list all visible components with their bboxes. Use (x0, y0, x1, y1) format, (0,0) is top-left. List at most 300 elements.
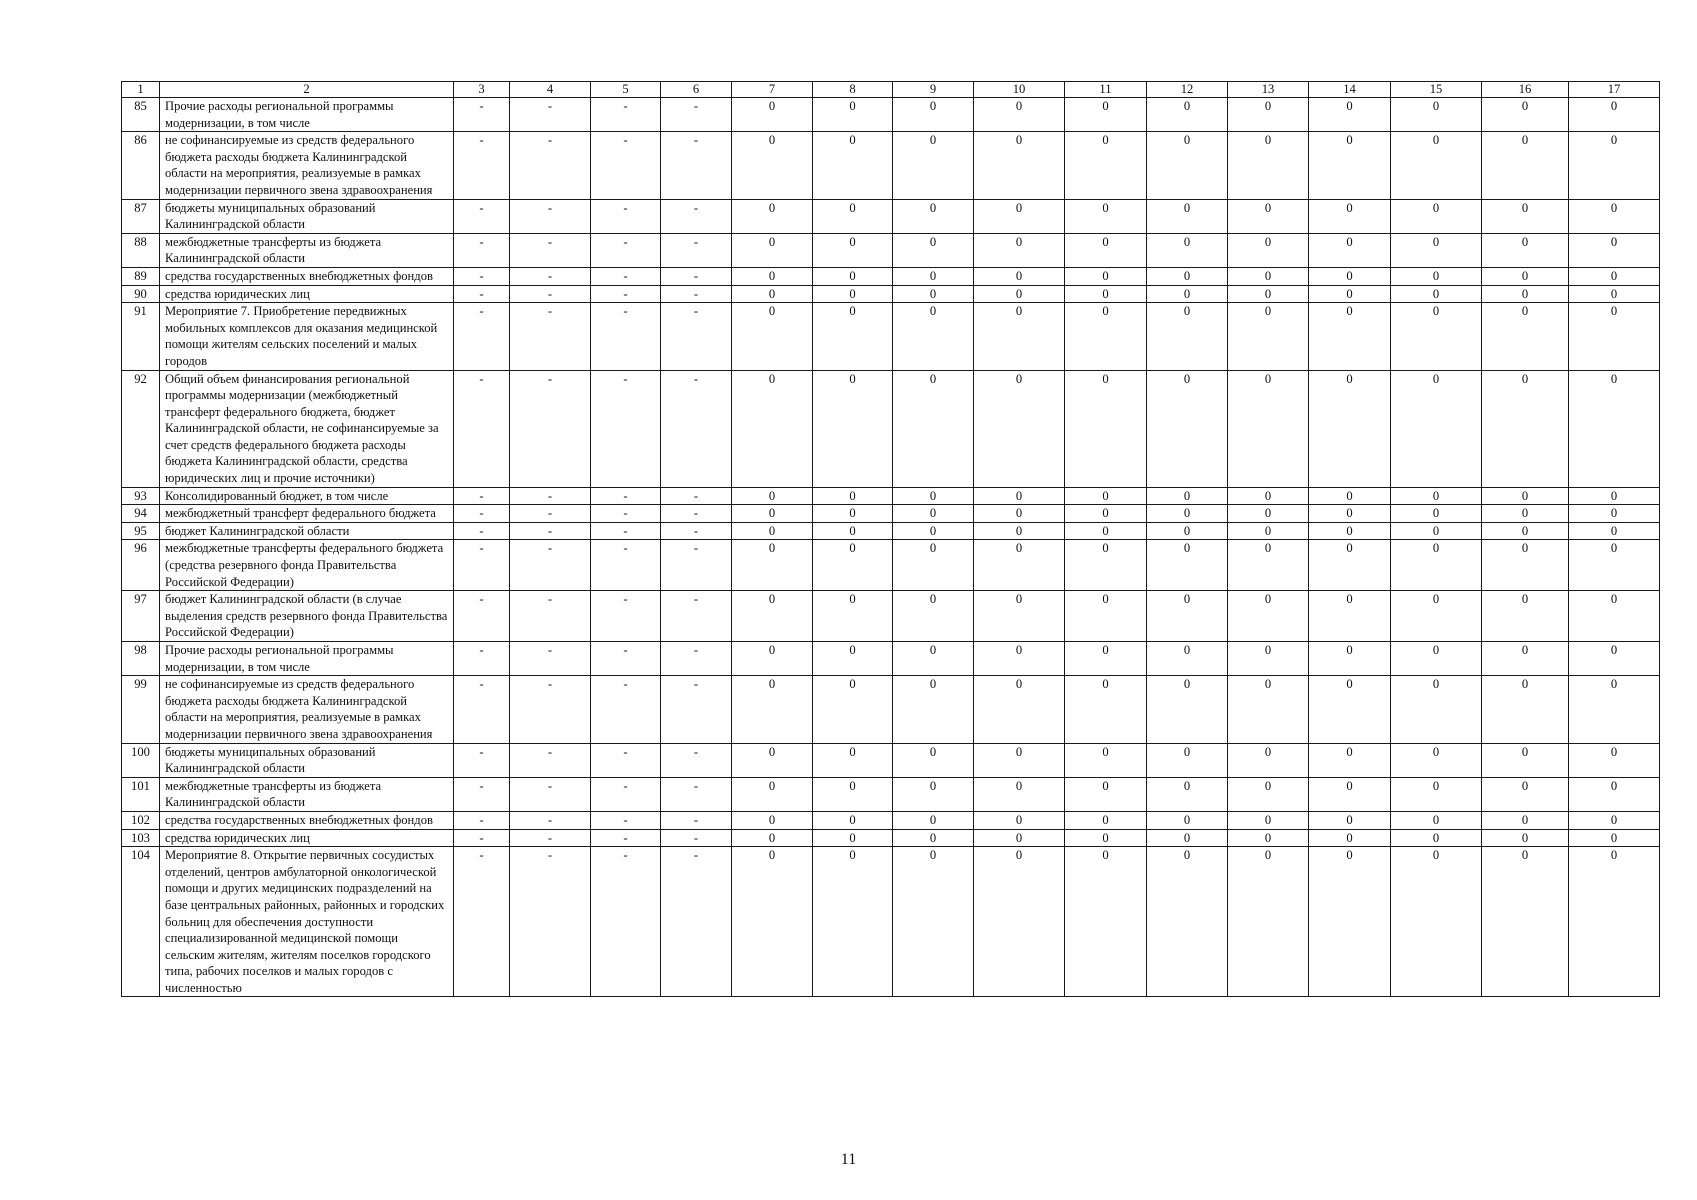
value-cell: - (661, 370, 732, 487)
value-cell: 0 (974, 847, 1065, 997)
value-cell: 0 (1391, 98, 1482, 132)
value-cell: 0 (1147, 505, 1228, 523)
row-description: межбюджетные трансферты из бюджета Калининградской области (160, 233, 454, 267)
value-cell: 0 (1147, 98, 1228, 132)
value-cell: - (510, 505, 591, 523)
column-header-11: 11 (1065, 82, 1147, 98)
value-cell: 0 (893, 285, 974, 303)
value-cell: 0 (893, 811, 974, 829)
value-cell: 0 (732, 642, 813, 676)
value-cell: 0 (1391, 370, 1482, 487)
value-cell: 0 (1228, 285, 1309, 303)
value-cell: 0 (974, 743, 1065, 777)
value-cell: 0 (813, 487, 893, 505)
row-number: 87 (122, 199, 160, 233)
value-cell: 0 (1309, 811, 1391, 829)
value-cell: 0 (1065, 676, 1147, 743)
row-description: Мероприятие 7. Приобретение передвижных мобильных комплексов для оказания медицинской помощи жителям сельских поселений и малых городов (160, 303, 454, 370)
row-number: 96 (122, 540, 160, 591)
value-cell: - (591, 487, 661, 505)
value-cell: 0 (732, 285, 813, 303)
value-cell: 0 (732, 487, 813, 505)
value-cell: 0 (1147, 199, 1228, 233)
row-description: Прочие расходы региональной программы модернизации, в том числе (160, 98, 454, 132)
value-cell: 0 (974, 642, 1065, 676)
value-cell: 0 (813, 642, 893, 676)
value-cell: - (510, 199, 591, 233)
value-cell: 0 (1147, 487, 1228, 505)
value-cell: 0 (1391, 676, 1482, 743)
value-cell: 0 (1065, 487, 1147, 505)
value-cell: 0 (893, 487, 974, 505)
value-cell: 0 (1482, 505, 1569, 523)
column-header-15: 15 (1391, 82, 1482, 98)
value-cell: - (591, 829, 661, 847)
value-cell: 0 (1309, 847, 1391, 997)
table-row (122, 370, 1660, 487)
value-cell: 0 (1228, 591, 1309, 642)
value-cell: - (510, 591, 591, 642)
table-row (122, 743, 1660, 777)
value-cell: 0 (732, 303, 813, 370)
page-number: 11 (840, 1151, 857, 1168)
value-cell: - (591, 540, 661, 591)
value-cell: - (454, 642, 510, 676)
value-cell: 0 (1569, 132, 1660, 199)
value-cell: 0 (1309, 743, 1391, 777)
value-cell: - (454, 591, 510, 642)
row-number: 90 (122, 285, 160, 303)
value-cell: 0 (1147, 522, 1228, 540)
table-row (122, 303, 1660, 370)
value-cell: 0 (1309, 132, 1391, 199)
value-cell: - (661, 811, 732, 829)
value-cell: - (454, 487, 510, 505)
column-header-16: 16 (1482, 82, 1569, 98)
value-cell: - (661, 540, 732, 591)
row-description: средства юридических лиц (160, 285, 454, 303)
value-cell: - (510, 370, 591, 487)
value-cell: 0 (1309, 267, 1391, 285)
value-cell: 0 (1065, 743, 1147, 777)
value-cell: - (454, 98, 510, 132)
value-cell: - (510, 285, 591, 303)
value-cell: 0 (1569, 777, 1660, 811)
value-cell: - (510, 233, 591, 267)
value-cell: 0 (813, 267, 893, 285)
value-cell: - (591, 233, 661, 267)
row-description: бюджеты муниципальных образований Калининградской области (160, 743, 454, 777)
row-description: не софинансируемые из средств федерального бюджета расходы бюджета Калининградской области на мероприятия, реализуемые в рамках модернизации первичного звена здравоохранения (160, 132, 454, 199)
value-cell: 0 (893, 199, 974, 233)
value-cell: 0 (893, 132, 974, 199)
value-cell: 0 (1569, 487, 1660, 505)
value-cell: 0 (1065, 370, 1147, 487)
value-cell: 0 (893, 233, 974, 267)
value-cell: 0 (1065, 233, 1147, 267)
value-cell: 0 (1065, 540, 1147, 591)
value-cell: 0 (1228, 233, 1309, 267)
value-cell: 0 (813, 303, 893, 370)
value-cell: 0 (1391, 233, 1482, 267)
value-cell: - (454, 233, 510, 267)
table-row (122, 811, 1660, 829)
value-cell: 0 (732, 505, 813, 523)
value-cell: - (510, 847, 591, 997)
value-cell: - (510, 642, 591, 676)
column-header-10: 10 (974, 82, 1065, 98)
value-cell: 0 (1065, 132, 1147, 199)
column-header-4: 4 (510, 82, 591, 98)
value-cell: 0 (732, 676, 813, 743)
value-cell: 0 (1391, 811, 1482, 829)
value-cell: - (454, 132, 510, 199)
value-cell: 0 (1309, 540, 1391, 591)
value-cell: - (510, 777, 591, 811)
value-cell: 0 (893, 522, 974, 540)
value-cell: 0 (1309, 522, 1391, 540)
column-header-6: 6 (661, 82, 732, 98)
row-number: 97 (122, 591, 160, 642)
value-cell: 0 (813, 591, 893, 642)
value-cell: 0 (1391, 743, 1482, 777)
value-cell: 0 (1482, 591, 1569, 642)
table-row (122, 505, 1660, 523)
value-cell: - (510, 303, 591, 370)
value-cell: 0 (974, 267, 1065, 285)
value-cell: - (591, 267, 661, 285)
value-cell: - (454, 676, 510, 743)
column-header-7: 7 (732, 82, 813, 98)
value-cell: 0 (1482, 676, 1569, 743)
value-cell: 0 (732, 98, 813, 132)
value-cell: 0 (974, 811, 1065, 829)
value-cell: 0 (1569, 591, 1660, 642)
value-cell: 0 (1309, 487, 1391, 505)
value-cell: 0 (1569, 199, 1660, 233)
value-cell: 0 (1482, 267, 1569, 285)
row-number: 100 (122, 743, 160, 777)
value-cell: 0 (1482, 777, 1569, 811)
value-cell: 0 (1309, 370, 1391, 487)
value-cell: - (661, 285, 732, 303)
column-header-1: 1 (122, 82, 160, 98)
value-cell: 0 (1147, 642, 1228, 676)
value-cell: 0 (732, 370, 813, 487)
value-cell: 0 (1391, 199, 1482, 233)
value-cell: 0 (732, 540, 813, 591)
value-cell: 0 (1309, 285, 1391, 303)
value-cell: - (661, 591, 732, 642)
value-cell: 0 (1482, 522, 1569, 540)
value-cell: 0 (813, 233, 893, 267)
value-cell: 0 (1147, 267, 1228, 285)
value-cell: 0 (1065, 285, 1147, 303)
value-cell: 0 (813, 540, 893, 591)
value-cell: 0 (813, 743, 893, 777)
value-cell: 0 (1228, 540, 1309, 591)
value-cell: - (661, 303, 732, 370)
value-cell: 0 (893, 591, 974, 642)
value-cell: - (591, 591, 661, 642)
row-description: межбюджетные трансферты федерального бюджета (средства резервного фонда Правительства Российской Федерации) (160, 540, 454, 591)
value-cell: 0 (1482, 487, 1569, 505)
value-cell: 0 (893, 642, 974, 676)
row-number: 94 (122, 505, 160, 523)
value-cell: 0 (1391, 132, 1482, 199)
value-cell: 0 (1569, 505, 1660, 523)
column-header-14: 14 (1309, 82, 1391, 98)
value-cell: 0 (1569, 847, 1660, 997)
value-cell: 0 (1391, 540, 1482, 591)
row-number: 104 (122, 847, 160, 997)
value-cell: 0 (732, 847, 813, 997)
value-cell: - (661, 847, 732, 997)
value-cell: 0 (1569, 540, 1660, 591)
value-cell: - (454, 522, 510, 540)
value-cell: 0 (1309, 676, 1391, 743)
row-description: Прочие расходы региональной программы модернизации, в том числе (160, 642, 454, 676)
value-cell: 0 (1482, 132, 1569, 199)
value-cell: - (591, 505, 661, 523)
value-cell: 0 (1147, 303, 1228, 370)
value-cell: 0 (813, 98, 893, 132)
value-cell: 0 (1309, 591, 1391, 642)
value-cell: 0 (732, 522, 813, 540)
value-cell: 0 (813, 132, 893, 199)
value-cell: - (510, 267, 591, 285)
value-cell: 0 (732, 591, 813, 642)
value-cell: - (454, 303, 510, 370)
table-row (122, 642, 1660, 676)
value-cell: 0 (1569, 676, 1660, 743)
value-cell: 0 (1569, 829, 1660, 847)
value-cell: 0 (813, 199, 893, 233)
value-cell: 0 (813, 505, 893, 523)
row-description: Мероприятие 8. Открытие первичных сосудистых отделений, центров амбулаторной онкологической помощи и других медицинских подразделений на базе центральных районных, районных и городских больниц для обеспечения доступности специализированной медицинской помощи сельским жителям, жителям поселков городского типа, рабочих поселков и малых городов с численностью (160, 847, 454, 997)
value-cell: - (454, 285, 510, 303)
value-cell: 0 (893, 98, 974, 132)
value-cell: - (661, 267, 732, 285)
value-cell: 0 (974, 591, 1065, 642)
value-cell: 0 (1309, 642, 1391, 676)
value-cell: 0 (1482, 199, 1569, 233)
value-cell: - (510, 811, 591, 829)
value-cell: 0 (1482, 370, 1569, 487)
value-cell: 0 (1569, 370, 1660, 487)
value-cell: 0 (813, 285, 893, 303)
row-description: средства государственных внебюджетных фондов (160, 267, 454, 285)
value-cell: 0 (1309, 777, 1391, 811)
value-cell: 0 (732, 777, 813, 811)
column-header-2: 2 (160, 82, 454, 98)
value-cell: 0 (1569, 522, 1660, 540)
row-number: 99 (122, 676, 160, 743)
value-cell: 0 (974, 522, 1065, 540)
table-row (122, 98, 1660, 132)
value-cell: 0 (1147, 777, 1228, 811)
value-cell: 0 (1569, 285, 1660, 303)
value-cell: 0 (1482, 285, 1569, 303)
value-cell: 0 (1228, 829, 1309, 847)
value-cell: 0 (974, 505, 1065, 523)
value-cell: - (591, 743, 661, 777)
value-cell: - (510, 487, 591, 505)
value-cell: 0 (1228, 743, 1309, 777)
column-header-8: 8 (813, 82, 893, 98)
value-cell: 0 (1065, 303, 1147, 370)
value-cell: - (591, 285, 661, 303)
value-cell: - (510, 743, 591, 777)
value-cell: 0 (974, 676, 1065, 743)
row-number: 89 (122, 267, 160, 285)
value-cell: 0 (813, 370, 893, 487)
value-cell: 0 (1482, 540, 1569, 591)
value-cell: - (454, 811, 510, 829)
value-cell: 0 (1228, 132, 1309, 199)
value-cell: 0 (1569, 743, 1660, 777)
value-cell: 0 (1482, 811, 1569, 829)
value-cell: 0 (893, 777, 974, 811)
value-cell: 0 (1228, 777, 1309, 811)
value-cell: 0 (813, 676, 893, 743)
value-cell: 0 (893, 676, 974, 743)
value-cell: 0 (1482, 743, 1569, 777)
row-number: 88 (122, 233, 160, 267)
value-cell: - (661, 676, 732, 743)
value-cell: - (661, 98, 732, 132)
value-cell: 0 (1065, 199, 1147, 233)
row-description: бюджет Калининградской области (в случае выделения средств резервного фонда Правительства Российской Федерации) (160, 591, 454, 642)
row-description: не софинансируемые из средств федерального бюджета расходы бюджета Калининградской области на мероприятия, реализуемые в рамках модернизации первичного звена здравоохранения (160, 676, 454, 743)
value-cell: - (454, 505, 510, 523)
value-cell: - (661, 777, 732, 811)
value-cell: 0 (813, 777, 893, 811)
financing-table (121, 81, 1660, 997)
value-cell: 0 (974, 303, 1065, 370)
value-cell: 0 (1482, 98, 1569, 132)
value-cell: 0 (1309, 303, 1391, 370)
value-cell: - (661, 505, 732, 523)
value-cell: 0 (732, 199, 813, 233)
value-cell: - (454, 829, 510, 847)
value-cell: 0 (1147, 540, 1228, 591)
table-body (122, 98, 1660, 997)
table-row (122, 233, 1660, 267)
value-cell: 0 (1065, 522, 1147, 540)
table-row (122, 591, 1660, 642)
value-cell: 0 (974, 98, 1065, 132)
table-row (122, 487, 1660, 505)
value-cell: 0 (1228, 199, 1309, 233)
value-cell: - (661, 233, 732, 267)
table-row (122, 199, 1660, 233)
value-cell: - (591, 132, 661, 199)
value-cell: 0 (1228, 642, 1309, 676)
value-cell: - (510, 522, 591, 540)
value-cell: 0 (1065, 847, 1147, 997)
value-cell: 0 (732, 132, 813, 199)
value-cell: 0 (893, 829, 974, 847)
value-cell: 0 (1482, 233, 1569, 267)
row-description: средства государственных внебюджетных фондов (160, 811, 454, 829)
value-cell: 0 (893, 847, 974, 997)
value-cell: - (454, 267, 510, 285)
value-cell: 0 (1391, 487, 1482, 505)
value-cell: 0 (1228, 811, 1309, 829)
value-cell: - (661, 642, 732, 676)
value-cell: 0 (732, 743, 813, 777)
header-row (122, 82, 1660, 98)
value-cell: 0 (974, 199, 1065, 233)
value-cell: - (661, 522, 732, 540)
value-cell: - (454, 199, 510, 233)
value-cell: 0 (1569, 233, 1660, 267)
value-cell: - (591, 98, 661, 132)
column-header-3: 3 (454, 82, 510, 98)
value-cell: - (661, 743, 732, 777)
row-number: 85 (122, 98, 160, 132)
value-cell: - (591, 370, 661, 487)
value-cell: - (454, 540, 510, 591)
value-cell: 0 (893, 540, 974, 591)
value-cell: - (591, 522, 661, 540)
value-cell: - (591, 303, 661, 370)
value-cell: 0 (1391, 777, 1482, 811)
value-cell: 0 (1309, 829, 1391, 847)
value-cell: 0 (1147, 233, 1228, 267)
row-description: средства юридических лиц (160, 829, 454, 847)
value-cell: 0 (1391, 505, 1482, 523)
value-cell: 0 (1391, 522, 1482, 540)
value-cell: 0 (1391, 303, 1482, 370)
column-header-5: 5 (591, 82, 661, 98)
value-cell: 0 (893, 267, 974, 285)
value-cell: 0 (1391, 847, 1482, 997)
value-cell: 0 (1065, 98, 1147, 132)
value-cell: 0 (1147, 132, 1228, 199)
row-number: 103 (122, 829, 160, 847)
row-number: 86 (122, 132, 160, 199)
row-description: межбюджетные трансферты из бюджета Калининградской области (160, 777, 454, 811)
value-cell: 0 (1147, 847, 1228, 997)
value-cell: 0 (1065, 829, 1147, 847)
value-cell: 0 (813, 847, 893, 997)
column-header-9: 9 (893, 82, 974, 98)
row-description: бюджеты муниципальных образований Калининградской области (160, 199, 454, 233)
column-header-17: 17 (1569, 82, 1660, 98)
value-cell: 0 (974, 370, 1065, 487)
value-cell: 0 (974, 487, 1065, 505)
value-cell: 0 (1482, 829, 1569, 847)
value-cell: - (591, 676, 661, 743)
value-cell: 0 (1569, 98, 1660, 132)
value-cell: 0 (1147, 285, 1228, 303)
value-cell: 0 (1391, 285, 1482, 303)
table-row (122, 847, 1660, 997)
value-cell: 0 (974, 540, 1065, 591)
row-number: 91 (122, 303, 160, 370)
value-cell: - (510, 132, 591, 199)
value-cell: 0 (1228, 303, 1309, 370)
value-cell: 0 (974, 777, 1065, 811)
value-cell: 0 (974, 233, 1065, 267)
value-cell: 0 (1065, 777, 1147, 811)
value-cell: - (454, 777, 510, 811)
value-cell: 0 (1391, 267, 1482, 285)
value-cell: 0 (1482, 847, 1569, 997)
value-cell: 0 (1147, 676, 1228, 743)
